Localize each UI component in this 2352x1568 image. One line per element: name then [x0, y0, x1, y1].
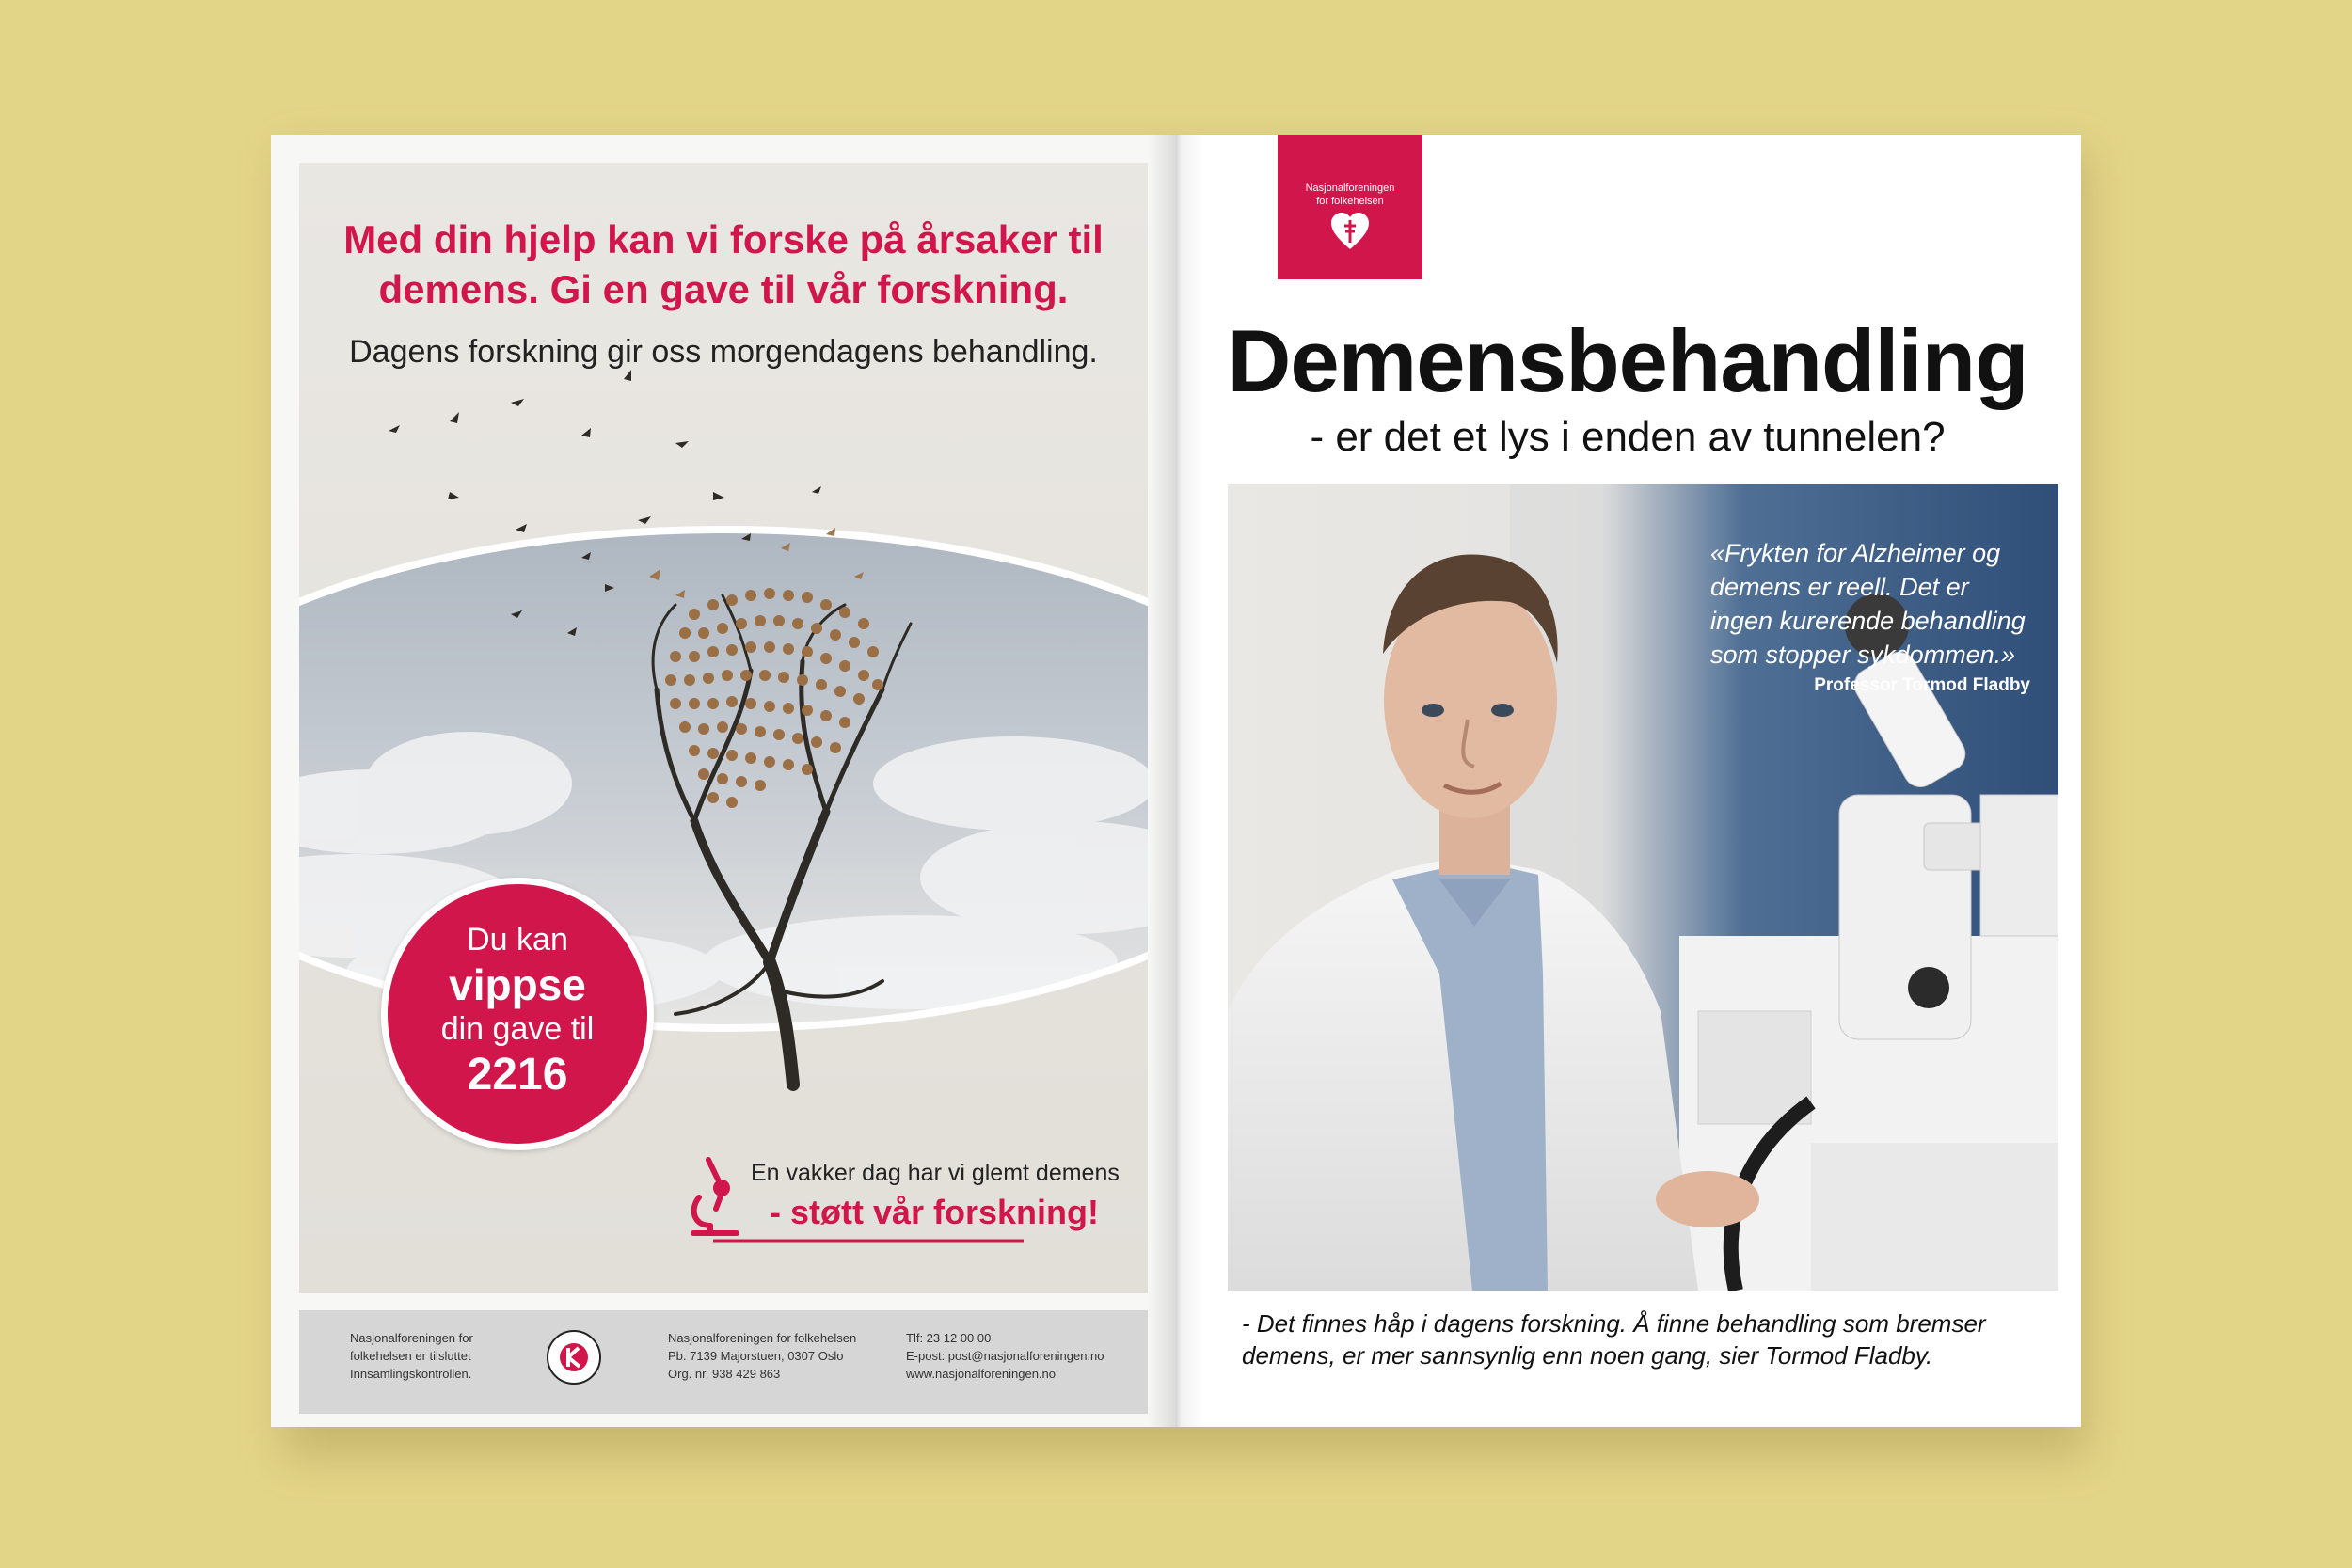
- innsamlingskontrollen-seal-icon: [546, 1329, 602, 1386]
- donation-ad: [299, 163, 1148, 1293]
- tagline-line1: En vakker dag har vi glemt demens: [751, 1160, 1120, 1186]
- footer-membership-text: Nasjonalforeningen for folkehelsen er tilsluttet Innsamlingskontrollen.: [350, 1331, 473, 1381]
- quote-author: Professor Tormod Fladby: [1814, 675, 2030, 695]
- badge-vipps-number: 2216: [467, 1050, 568, 1100]
- article-subtitle: - er det et lys i enden av tunnelen?: [1310, 414, 1946, 460]
- ad-subheadline: Dagens forskning gir oss morgendagens behandling.: [349, 334, 1098, 370]
- badge-line1: Du kan: [467, 922, 568, 958]
- ad-headline-line1: Med din hjelp kan vi forske på årsaker til: [343, 217, 1104, 261]
- footer-address: Nasjonalforeningen for folkehelsen Pb. 7139 Majorstuen, 0307 Oslo Org. nr. 938 429 863: [668, 1331, 857, 1381]
- badge-line3: din gave til: [440, 1011, 595, 1047]
- logo-text-line2: for folkehelsen: [1316, 196, 1384, 207]
- tagline-underline: [713, 1238, 1024, 1243]
- nasjonalforeningen-logo: [1278, 135, 1422, 279]
- ad-headline: [299, 214, 1148, 314]
- article-title: Demensbehandling: [1227, 311, 2028, 410]
- microscope-icon: [680, 1150, 755, 1244]
- ad-headline-line2: demens. Gi en gave til vår forskning.: [378, 267, 1069, 311]
- heart-cross-icon: [1329, 212, 1371, 251]
- pull-quote: «Frykten for Alzheimer og demens er reell. Det er ingen kurerende behandling som stopper sykdommen.»: [1710, 539, 2026, 669]
- badge-line2: vippse: [449, 960, 586, 1009]
- logo-text-line1: Nasjonalforeningen: [1305, 182, 1395, 194]
- vipps-badge: [381, 878, 654, 1150]
- footer-contact: Tlf: 23 12 00 00 E-post: post@nasjonalforeningen.no www.nasjonalforeningen.no: [906, 1331, 1104, 1381]
- tree-head-illustration: [299, 163, 1148, 1293]
- logo-text: [1278, 182, 1422, 208]
- ad-footer: [299, 1310, 1148, 1414]
- photo-caption: - Det finnes håp i dagens forskning. Å finne behandling som bremser demens, er mer sannsynlig enn noen gang, sier Tormod Fladby.: [1242, 1309, 1986, 1370]
- tagline-line2: - støtt vår forskning!: [770, 1193, 1100, 1231]
